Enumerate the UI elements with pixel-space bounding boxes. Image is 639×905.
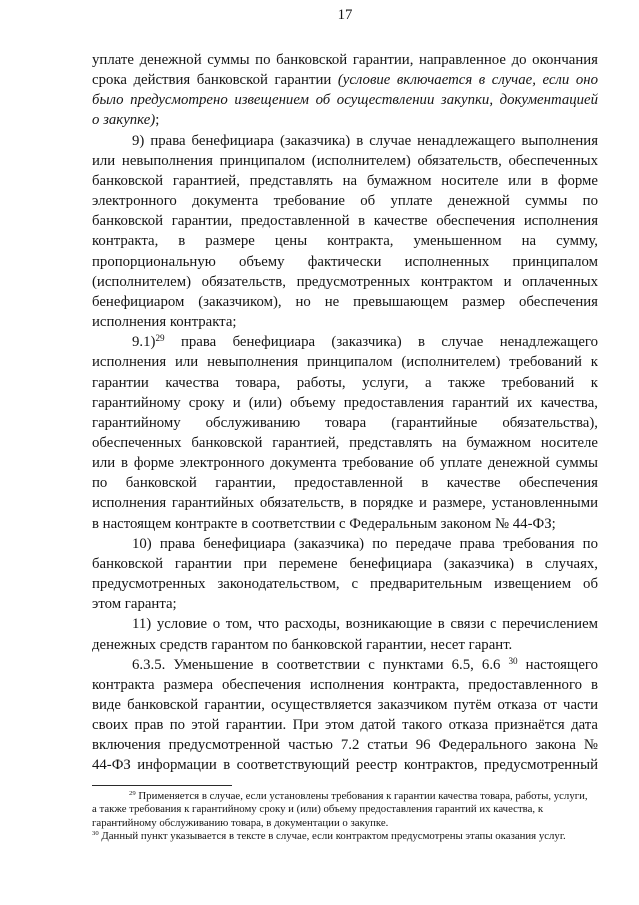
body-line: [92, 332, 598, 352]
footnote-line: [92, 830, 598, 843]
body-line: [92, 433, 598, 453]
text-segment: 6.3.5. Уменьшение в соответствии с пунктами 6.5, 6.6: [132, 656, 509, 673]
text-segment: права бенефициара (заказчика) в случае ненадлежащего: [164, 334, 598, 351]
body-line: [92, 211, 598, 231]
body-line: [92, 50, 598, 70]
body-line: [92, 735, 598, 755]
body-line: [92, 614, 598, 634]
footnote-30: [92, 830, 598, 843]
text-segment: или в форме электронного документа требование об уплате денежной суммы: [92, 455, 598, 472]
clause-9: [92, 131, 598, 333]
text-segment: денежных средств гарантом по банковской гарантии, несет гарант.: [92, 636, 513, 653]
body-line: [92, 473, 598, 493]
body-line: [92, 413, 598, 433]
body-line: [92, 675, 598, 695]
clause-6-3-5: [92, 655, 598, 776]
body-line: [92, 453, 598, 473]
text-segment: Данный пункт указывается в тексте в случае, если контрактом предусмотрены этапы оказания услуг.: [98, 830, 566, 843]
text-segment: контракта размера обеспечения исполнения контракта, предоставленного в: [92, 676, 598, 693]
text-segment: (исполнителем) обязательств, предусмотренных контрактом и оплаченных: [92, 273, 598, 290]
text-segment: исполнения контракта;: [92, 314, 237, 331]
text-segment: в настоящем контракте в соответствии с Федеральным законом № 44-ФЗ;: [92, 515, 556, 532]
body-text: [92, 50, 598, 776]
text-segment: гарантийному обслуживанию товара (гарантийные обязательства),: [92, 414, 598, 431]
body-line: [92, 70, 598, 90]
text-segment: гарантии качества товара, работы, услуги, а также требований к: [92, 374, 598, 391]
body-line: [92, 171, 598, 191]
italic-text: (условие включается в случае, если оно: [337, 72, 598, 89]
footnotes: [92, 790, 598, 843]
body-line: [92, 393, 598, 413]
body-line: [92, 272, 598, 292]
body-line: [92, 755, 598, 775]
body-line: [92, 252, 598, 272]
text-segment: исполнения гарантийных обязательств, в порядке и размере, установленными: [92, 495, 598, 512]
text-segment: ;: [155, 112, 160, 129]
text-segment: гарантийному обслуживанию товара, в документации о закупке.: [92, 816, 389, 829]
body-line: [92, 131, 598, 151]
body-line: [92, 191, 598, 211]
text-segment: виде банковской гарантии, осуществляется заказчиком путём отказа от части: [92, 697, 598, 713]
footnote-line: [92, 803, 598, 816]
clause-9-1: [92, 332, 598, 534]
footnote-line: [92, 817, 598, 830]
body-line: [92, 695, 598, 715]
footnote-line: [92, 790, 598, 803]
text-segment: включения предусмотренной частью 7.2 статьи 96 Федерального закона №: [92, 737, 598, 754]
text-segment: 44-ФЗ информации в соответствующий реестр контрактов, предусмотренный: [92, 757, 598, 774]
text-segment: 10) права бенефициара (заказчика) по передаче права требования по: [132, 535, 598, 552]
text-segment: 11) условие о том, что расходы, возникающие в связи с перечислением: [132, 616, 598, 633]
body-line: [92, 534, 598, 554]
body-line: [92, 493, 598, 513]
body-line: [92, 554, 598, 574]
text-segment: электронного документа требование об уплате денежной суммы по: [92, 193, 598, 210]
text-segment: или невыполнения принципалом (исполнителем) обязательств, обеспеченных: [92, 152, 598, 169]
clause-10: [92, 534, 598, 615]
text-segment: предусмотренных законодательством, с предварительным извещением об: [92, 576, 598, 593]
text-segment: банковской гарантии, предоставленной в качестве обеспечения исполнения: [92, 213, 598, 230]
text-segment: настоящего: [517, 656, 598, 673]
body-line: [92, 574, 598, 594]
footnote-marker: 29: [129, 790, 136, 798]
text-segment: контракта, в размере цены контракта, уменьшенном на сумму,: [92, 233, 598, 250]
text-segment: пропорциональную объему фактически исполненных принципалом: [92, 253, 598, 270]
body-line: [92, 635, 598, 655]
text-segment: а также требования к гарантийному сроку и (или) объему предоставления гарантий их качества, к: [92, 803, 544, 816]
text-segment: гарантийному сроку и (или) объему предоставления гарантий их качества,: [92, 394, 598, 411]
body-line: [92, 373, 598, 393]
text-segment: по банковской гарантии, предоставленной в качестве обеспечения: [92, 475, 598, 492]
body-line: [92, 231, 598, 251]
text-segment: срока действия банковской гарантии: [92, 72, 338, 89]
body-line: [92, 292, 598, 312]
text-segment: 9) права бенефициара (заказчика) в случае ненадлежащего выполнения: [132, 132, 598, 149]
body-line: [92, 110, 598, 130]
footnote-marker: 30: [92, 830, 99, 838]
footnote-separator: [92, 785, 232, 786]
body-line: [92, 514, 598, 534]
text-segment: уплате денежной суммы по банковской гарантии, направленное до окончания: [92, 52, 598, 68]
footnote-reference: 29: [155, 333, 165, 344]
body-line: [92, 90, 598, 110]
text-segment: исполнения или невыполнения принципалом (исполнителем) требований к: [92, 354, 598, 371]
text-segment: бенефициаром (заказчиком), но не превышающем размер обеспечения: [92, 293, 598, 310]
body-line: [92, 594, 598, 614]
italic-text: о закупке): [92, 112, 156, 129]
paragraph-continuation: [92, 50, 598, 131]
body-line: [92, 655, 598, 675]
text-segment: банковской гарантии при перемене бенефициара (заказчика) в случаях,: [92, 555, 598, 572]
footnote-29: [92, 790, 598, 830]
text-segment: своих прав по этой гарантии. При этом датой такого отказа признаётся дата: [92, 717, 598, 734]
text-segment: 9.1): [132, 334, 156, 351]
text-segment: обеспеченных банковской гарантией, представлять на бумажном носителе: [92, 434, 598, 451]
body-line: [92, 715, 598, 735]
page-number: 17: [337, 6, 353, 23]
body-line: [92, 151, 598, 171]
text-segment: этом гаранта;: [92, 596, 177, 613]
body-line: [92, 312, 598, 332]
clause-11: [92, 614, 598, 654]
text-segment: Применяется в случае, если установлены требования к гарантии качества товара, работы, услуги,: [135, 790, 588, 802]
body-line: [92, 352, 598, 372]
footnote-reference: 30: [508, 655, 518, 666]
italic-text: было предусмотрено извещением об осуществлении закупки, документацией: [92, 92, 598, 109]
text-segment: банковской гарантией, представлять на бумажном носителе или в форме: [92, 172, 598, 189]
